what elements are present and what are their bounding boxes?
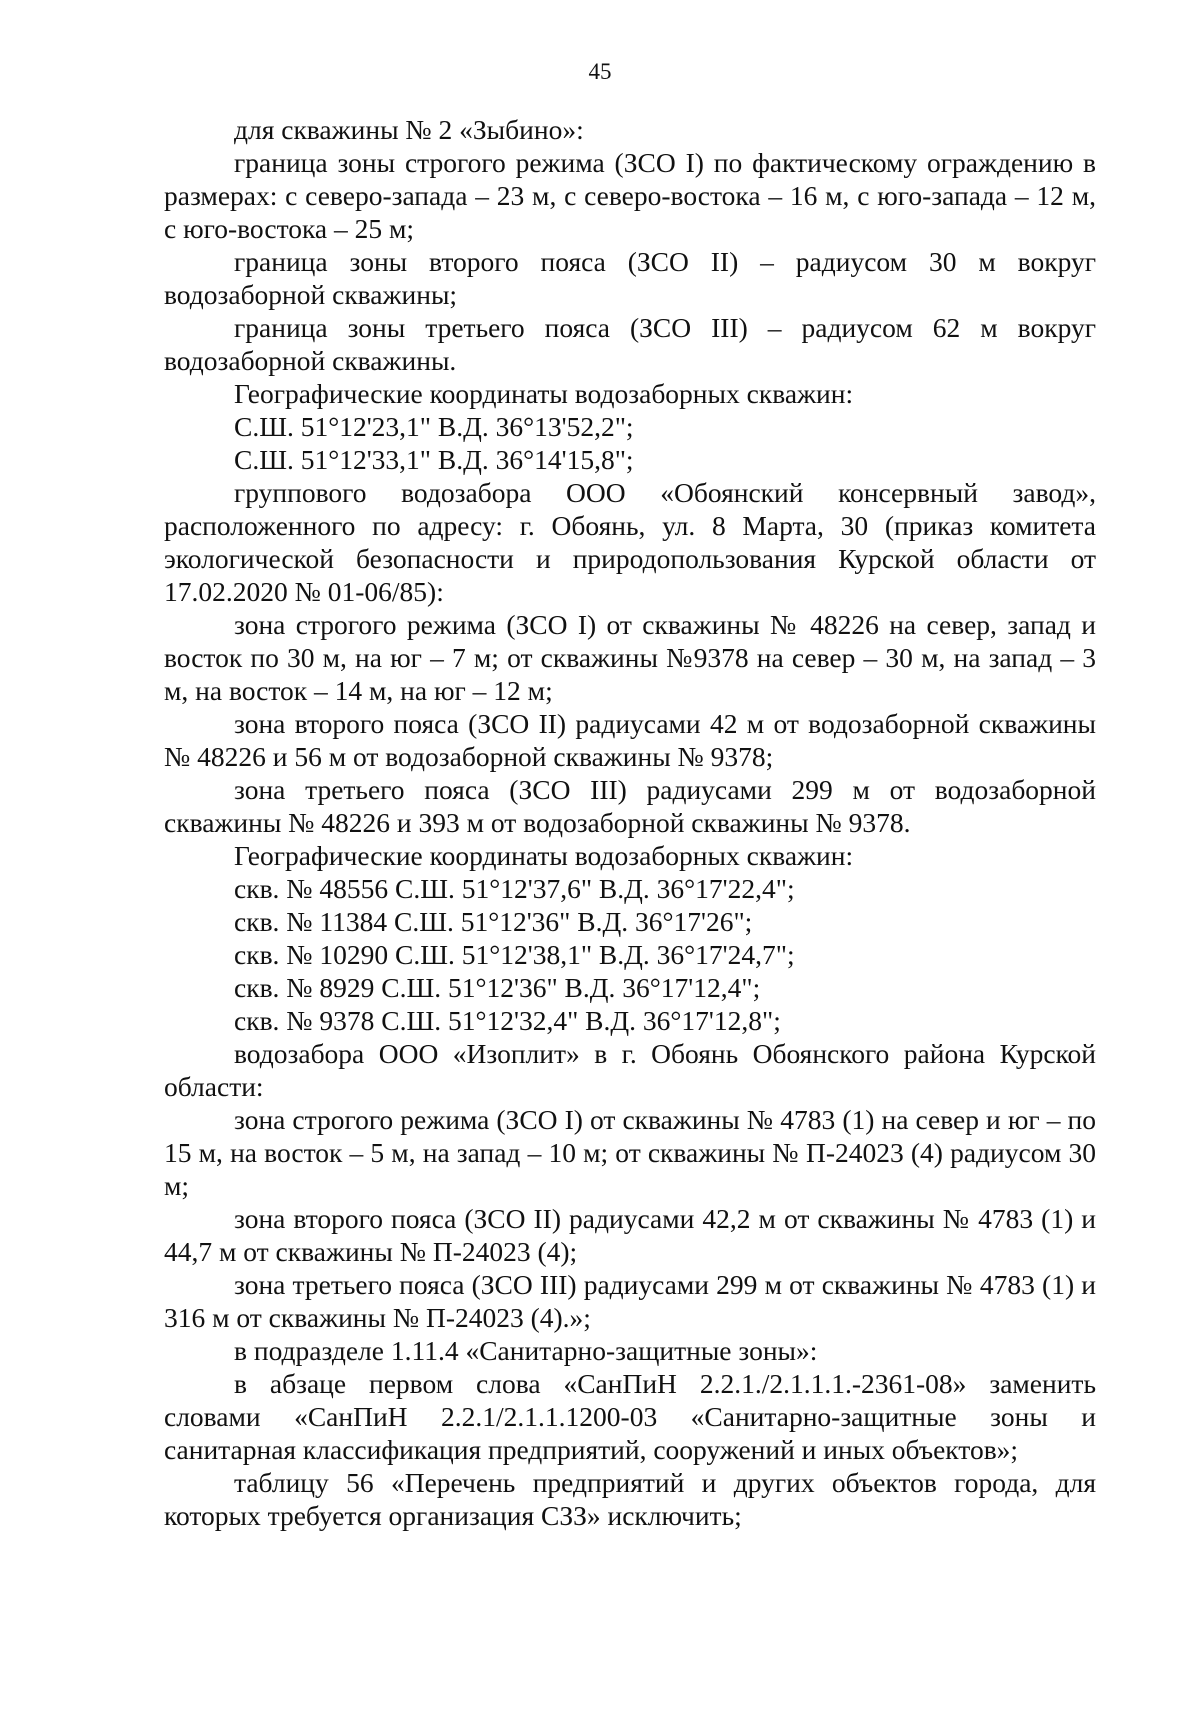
- coordinate-line: С.Ш. 51°12'33,1" В.Д. 36°14'15,8";: [234, 444, 634, 475]
- paragraph: в подразделе 1.11.4 «Санитарно-защитные зоны»:: [234, 1335, 818, 1366]
- paragraph: в абзаце первом слова «СанПиН 2.2.1./2.1.1.1.-2361-08» заменить словами «СанПиН 2.2.1/2.1.1.1200-03 «Санитарно-защитные зоны и санитарная классификация предприятий, сооружений и иных объектов»;: [164, 1368, 1096, 1465]
- paragraph: Географические координаты водозаборных скважин:: [234, 840, 854, 871]
- paragraph: зона строгого режима (ЗСО I) от скважины № 48226 на север, запад и восток по 30 м, на юг – 7 м; от скважины №9378 на север – 30 м, на запад – 3 м, на восток – 14 м, на юг – 12 м;: [164, 609, 1096, 706]
- coordinate-line: скв. № 48556 С.Ш. 51°12'37,6" В.Д. 36°17'22,4";: [234, 873, 795, 904]
- paragraph: зона третьего пояса (ЗСО III) радиусами 299 м от водозаборной скважины № 48226 и 393 м от водозаборной скважины № 9378.: [164, 774, 1096, 838]
- coordinate-line: скв. № 9378 С.Ш. 51°12'32,4" В.Д. 36°17'12,8";: [234, 1005, 781, 1036]
- paragraph: зона второго пояса (ЗСО II) радиусами 42 м от водозаборной скважины № 48226 и 56 м от водозаборной скважины № 9378;: [164, 708, 1096, 772]
- paragraph: водозабора ООО «Изоплит» в г. Обоянь Обоянского района Курской области:: [164, 1038, 1096, 1102]
- paragraph: зона второго пояса (ЗСО II) радиусами 42,2 м от скважины № 4783 (1) и 44,7 м от скважины № П-24023 (4);: [164, 1203, 1096, 1267]
- coordinate-line: С.Ш. 51°12'23,1" В.Д. 36°13'52,2";: [234, 411, 634, 442]
- paragraph: граница зоны строгого режима (ЗСО I) по фактическому ограждению в размерах: с северо-запада – 23 м, с северо-востока – 16 м, с юго-запада – 12 м, с юго-востока – 25 м;: [164, 147, 1096, 244]
- paragraph: группового водозабора ООО «Обоянский консервный завод», расположенного по адресу: г. Обоянь, ул. 8 Марта, 30 (приказ комитета экологической безопасности и природопользования Курской области от 17.02.2020 № 01-06/85):: [164, 477, 1096, 607]
- paragraph: Географические координаты водозаборных скважин:: [234, 378, 854, 409]
- document-body: [164, 113, 1096, 1532]
- paragraph: зона третьего пояса (ЗСО III) радиусами 299 м от скважины № 4783 (1) и 316 м от скважины № П-24023 (4).»;: [164, 1269, 1096, 1333]
- coordinate-line: скв. № 8929 С.Ш. 51°12'36" В.Д. 36°17'12,4";: [234, 972, 761, 1003]
- coordinate-line: скв. № 10290 С.Ш. 51°12'38,1" В.Д. 36°17'24,7";: [234, 939, 795, 970]
- coordinate-line: скв. № 11384 С.Ш. 51°12'36" В.Д. 36°17'26";: [234, 906, 753, 937]
- paragraph: граница зоны третьего пояса (ЗСО III) – радиусом 62 м вокруг водозаборной скважины.: [164, 312, 1096, 376]
- paragraph: таблицу 56 «Перечень предприятий и других объектов города, для которых требуется организация СЗЗ» исключить;: [164, 1467, 1096, 1531]
- page-number: 45: [588, 59, 612, 84]
- paragraph: граница зоны второго пояса (ЗСО II) – радиусом 30 м вокруг водозаборной скважины;: [164, 246, 1096, 310]
- paragraph: для скважины № 2 «Зыбино»:: [234, 114, 584, 145]
- paragraph: зона строгого режима (ЗСО I) от скважины № 4783 (1) на север и юг – по 15 м, на восток – 5 м, на запад – 10 м; от скважины № П-24023 (4) радиусом 30 м;: [164, 1104, 1096, 1201]
